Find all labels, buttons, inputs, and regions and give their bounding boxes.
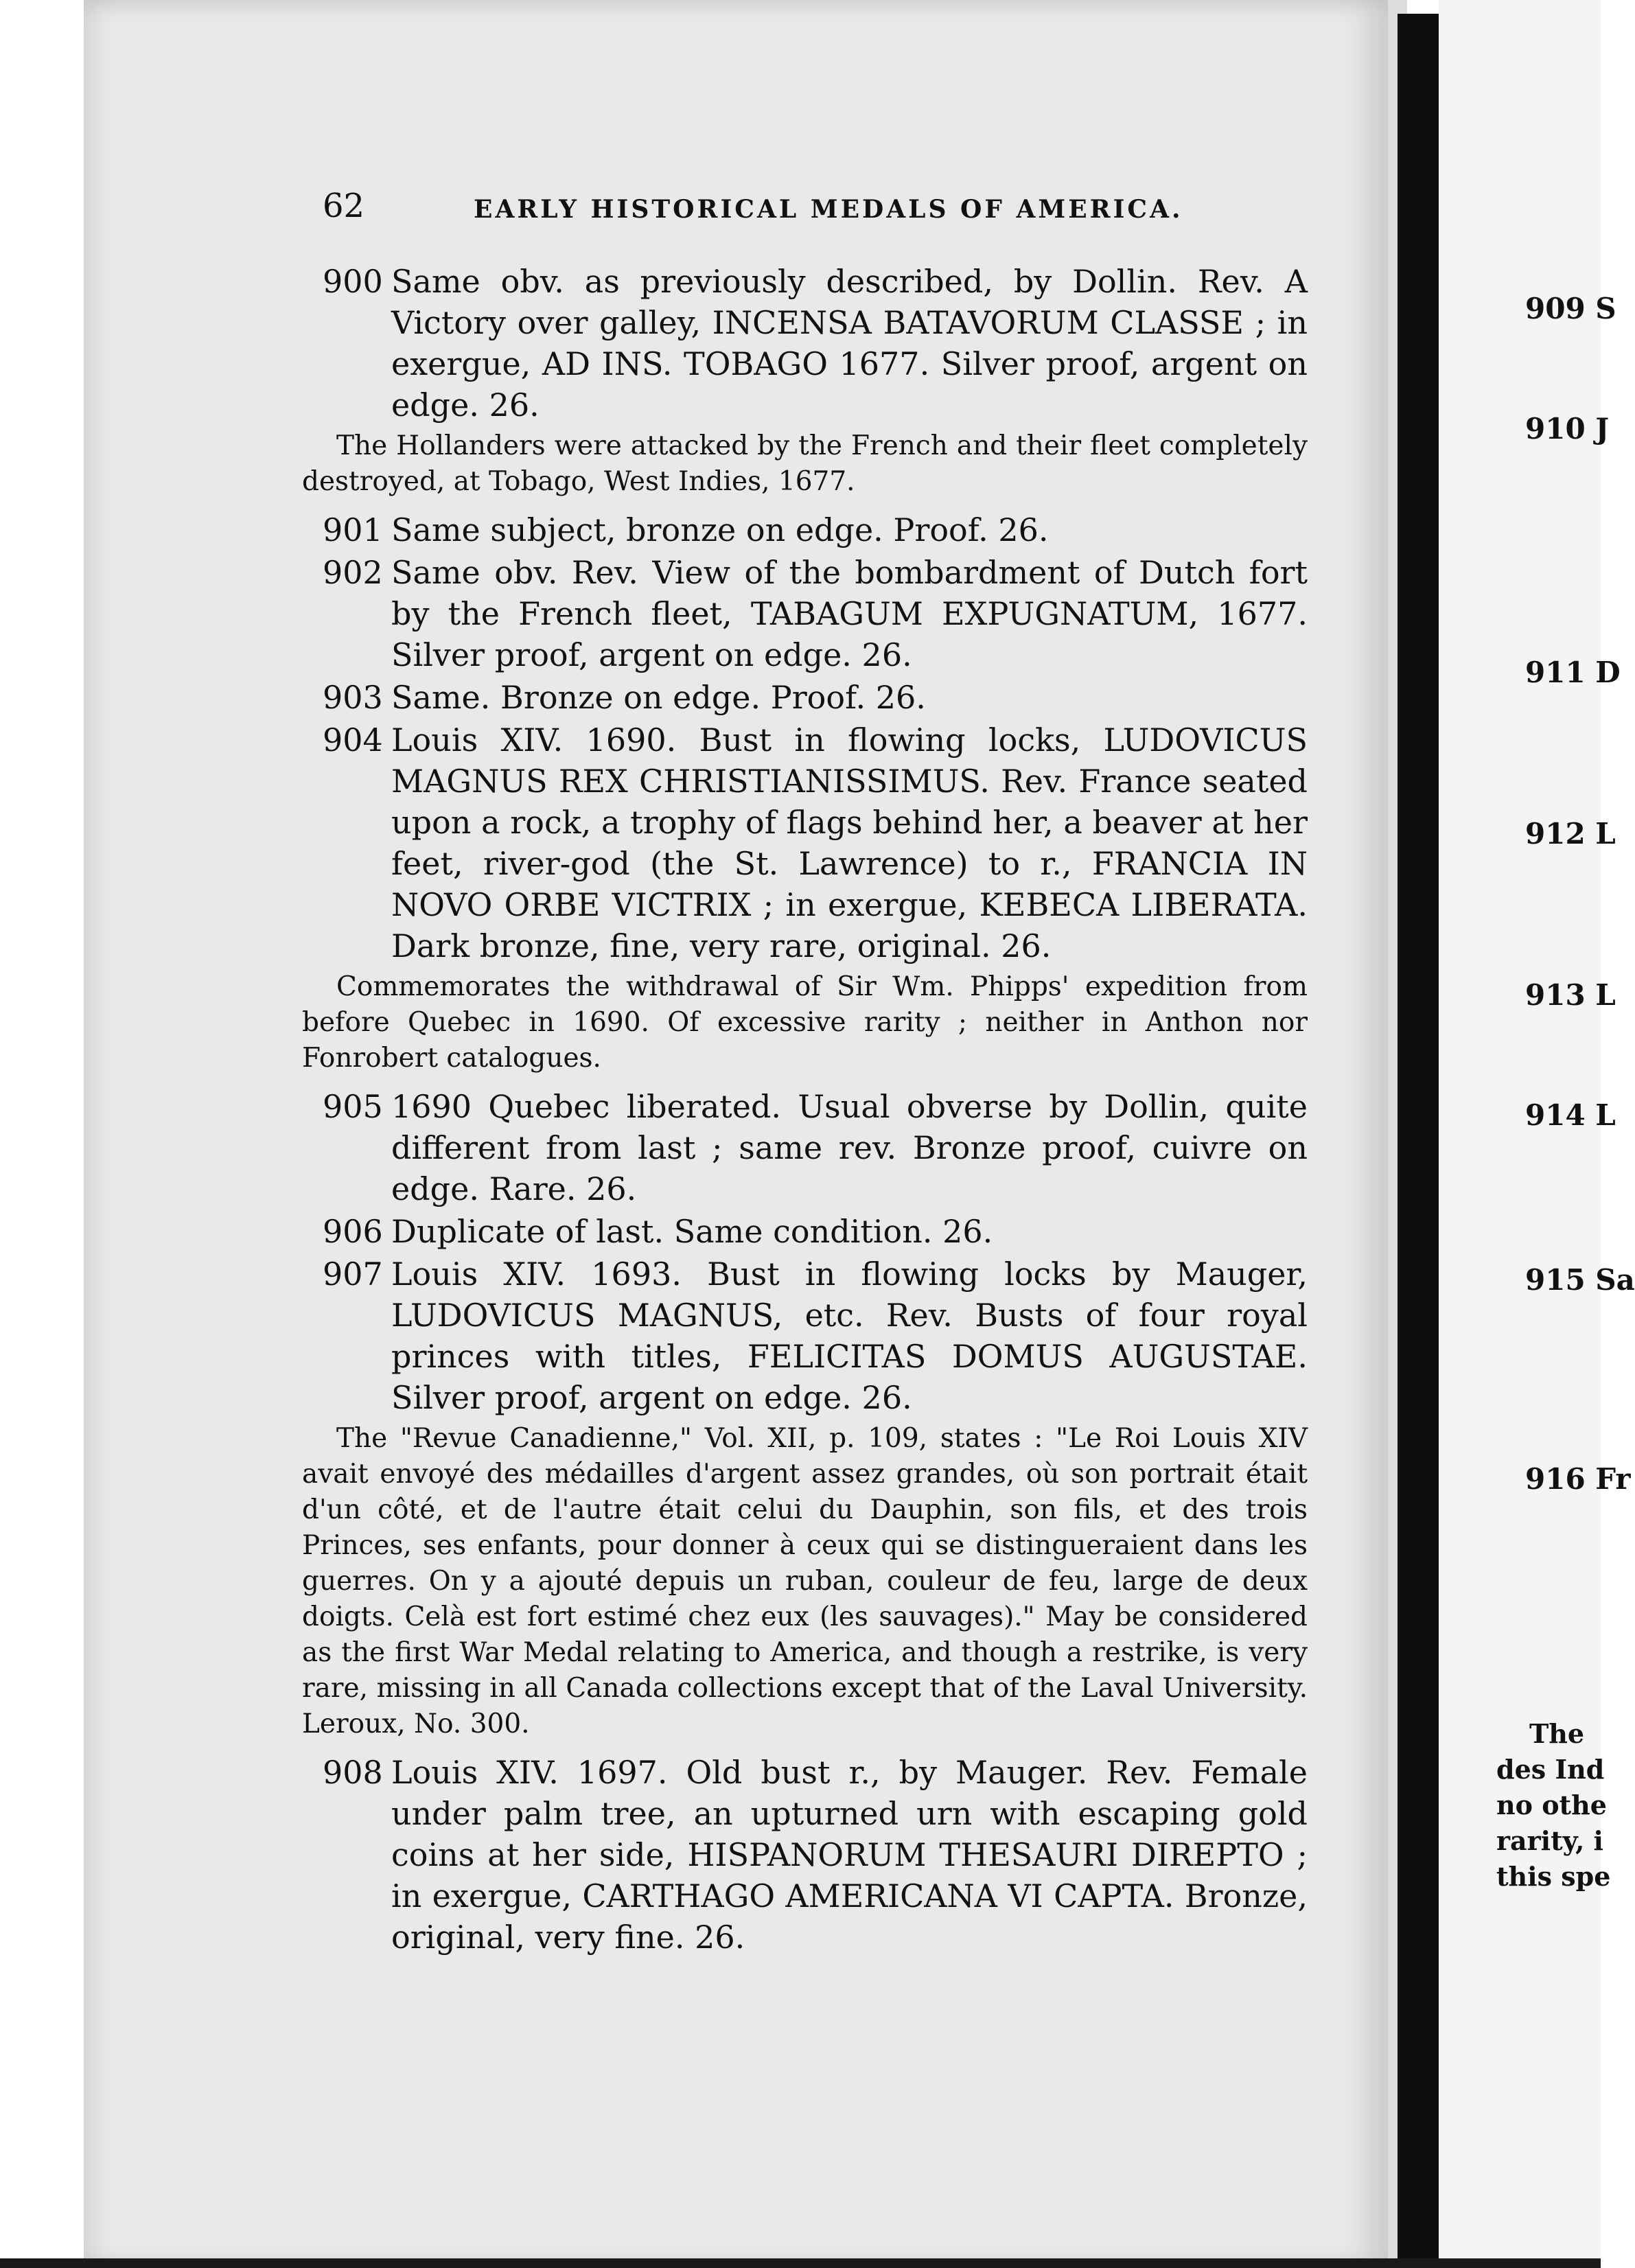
entry-number: 907 xyxy=(323,1256,383,1293)
entry-note: The "Revue Canadienne," Vol. XII, p. 109, states : "Le Roi Louis XIV avait envoyé des médailles d'argent assez grandes, où son portrait était d'un côté, et de l'autre était celui du Dauphin, son fils, et des trois Princes, ses enfants, pour donner à ceux qui se distingueraient dans les guerres. On y a ajouté depuis un ruban, couleur de feu, large de deux doigts. Celà est fort estimé chez eux (les sauvages)." May be considered as the first War Medal relating to America, and though a restrike, is very rare, missing in all Canada collections except that of the Laval University. Leroux, No. 300. xyxy=(302,1423,1308,1739)
facing-note-line: no othe xyxy=(1496,1790,1607,1820)
facing-entry-number: 914 L xyxy=(1525,1098,1616,1132)
entry-text: Louis XIV. 1690. Bust in flowing locks, LUDOVICUS MAGNUS REX CHRISTIANISSIMUS. Rev. France seated upon a rock, a trophy of flags behind her, a beaver at her feet, river-god (the St. Lawrence) to r., FRANCIA IN NOVO ORBE VICTRIX ; in exergue, KEBECA LIBERATA. Dark bronze, fine, very rare, original. 26. xyxy=(391,721,1308,964)
page-number: 62 xyxy=(323,187,365,225)
entry-text: Louis XIV. 1697. Old bust r., by Mauger. Rev. Female under palm tree, an upturned urn with escaping gold coins at her side, HISPANORUM THESAURI DIREPTO ; in exergue, CARTHAGO AMERICANA VI CAPTA. Bronze, original, very fine. 26. xyxy=(391,1754,1308,1956)
facing-note-line: this spe xyxy=(1496,1861,1611,1892)
entry-text: 1690 Quebec liberated. Usual obverse by Dollin, quite different from last ; same rev. Bronze proof, cuivre on edge. Rare. 26. xyxy=(391,1088,1308,1207)
entry-text: Louis XIV. 1693. Bust in flowing locks by Mauger, LUDOVICUS MAGNUS, etc. Rev. Busts of four royal princes with titles, FELICITAS DOMUS AUGUSTAE. Silver proof, argent on edge. 26. xyxy=(391,1256,1308,1416)
catalogue-entry xyxy=(302,552,1308,675)
facing-note-line: The xyxy=(1529,1718,1585,1749)
page-header xyxy=(323,187,1304,235)
scan-bottom-edge xyxy=(0,2258,1601,2268)
entry-text: Same obv. as previously described, by Dollin. Rev. A Victory over galley, INCENSA BATAVORUM CLASSE ; in exergue, AD INS. TOBAGO 1677. Silver proof, argent on edge. 26. xyxy=(391,263,1308,424)
facing-page xyxy=(1439,0,1601,2268)
entry-number: 900 xyxy=(323,263,383,300)
catalogue-entry xyxy=(302,261,1308,426)
entry-number: 903 xyxy=(323,679,383,716)
entry-number: 904 xyxy=(323,721,383,759)
running-title: EARLY HISTORICAL MEDALS OF AMERICA. xyxy=(474,195,1183,224)
catalogue-entry xyxy=(302,677,1308,718)
entry-number: 906 xyxy=(323,1213,383,1250)
entry-note: The Hollanders were attacked by the French and their fleet completely destroyed, at Tobago, West Indies, 1677. xyxy=(302,430,1308,497)
facing-entry-number: 912 L xyxy=(1525,817,1616,850)
entry-text: Duplicate of last. Same condition. 26. xyxy=(391,1213,993,1250)
entry-number: 905 xyxy=(323,1088,383,1125)
facing-entry-number: 915 Sa xyxy=(1525,1263,1635,1297)
entry-text: Same. Bronze on edge. Proof. 26. xyxy=(391,679,926,716)
book-spine xyxy=(1398,14,1439,2268)
entry-note: Commemorates the withdrawal of Sir Wm. Phipps' expedition from before Quebec in 1690. Of excessive rarity ; neither in Anthon nor Fonrobert catalogues. xyxy=(302,971,1308,1074)
facing-entry-number: 916 Fr xyxy=(1525,1462,1631,1496)
facing-note-line: des Ind xyxy=(1496,1754,1605,1785)
facing-entry-number: 913 L xyxy=(1525,978,1616,1012)
entry-text: Same subject, bronze on edge. Proof. 26. xyxy=(391,511,1049,548)
scan-margin xyxy=(0,0,82,2268)
entry-number: 901 xyxy=(323,511,383,548)
catalogue-entry xyxy=(302,1086,1308,1210)
facing-note-line: rarity, i xyxy=(1496,1825,1603,1856)
facing-entry-number: 909 S xyxy=(1525,292,1616,325)
catalogue-entry xyxy=(302,509,1308,551)
entry-number: 908 xyxy=(323,1754,383,1791)
entry-text: Same obv. Rev. View of the bombardment of Dutch fort by the French fleet, TABAGUM EXPUGNATUM, 1677. Silver proof, argent on edge. 26. xyxy=(391,554,1308,673)
facing-entry-number: 911 D xyxy=(1525,656,1621,689)
facing-entry-number: 910 J xyxy=(1525,412,1610,445)
catalogue-entry xyxy=(302,1253,1308,1418)
catalogue-entry xyxy=(302,1752,1308,1958)
catalogue-content xyxy=(302,261,1308,1959)
entry-number: 902 xyxy=(323,554,383,591)
catalogue-entry xyxy=(302,719,1308,967)
catalogue-entry xyxy=(302,1211,1308,1252)
